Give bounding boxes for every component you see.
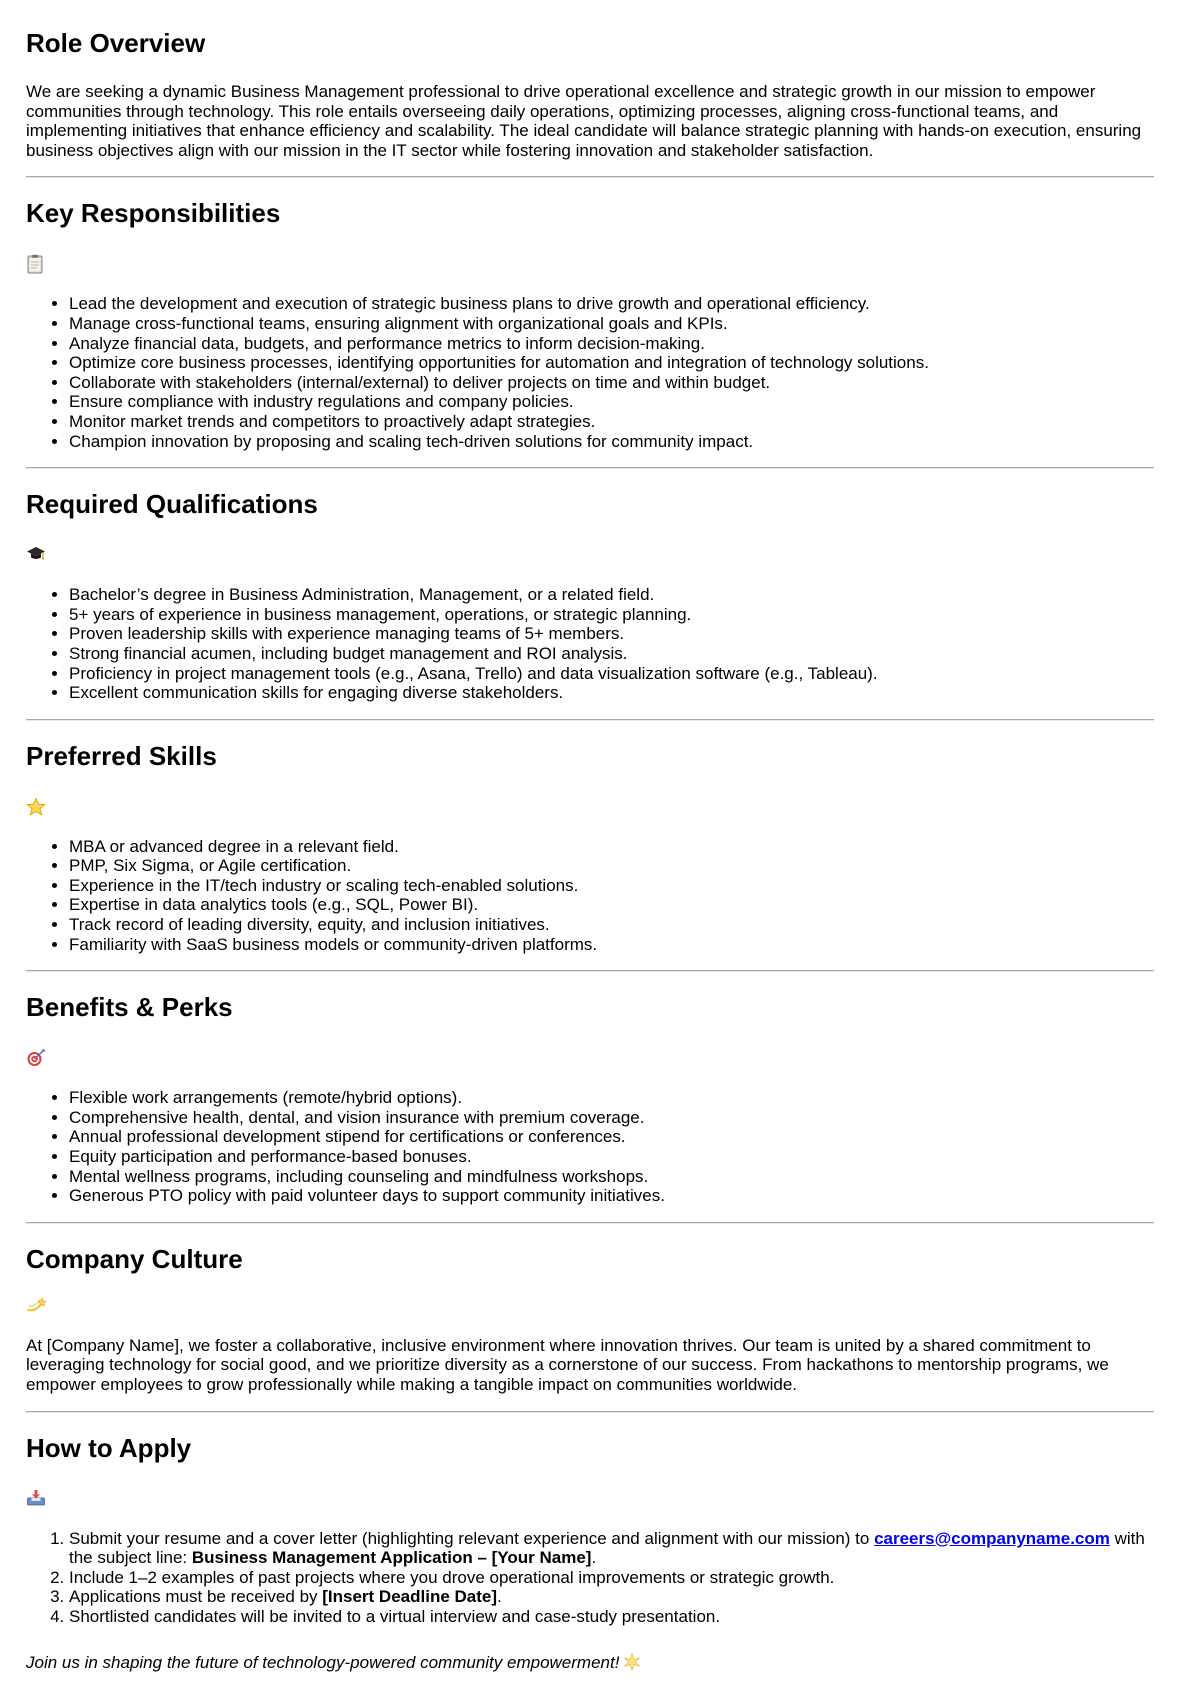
responsibilities-section [26, 194, 1154, 451]
list-item: • Flexible work arrangements (remote/hybrid options). [69, 1088, 1154, 1108]
list-item: • Optimize core business processes, identifying opportunities for automation and integration of technology solutions. [69, 353, 1154, 373]
qualifications-heading: Required Qualifications [26, 489, 318, 520]
list-item: • Ensure compliance with industry regulations and company policies. [69, 392, 1154, 412]
preferred-section [26, 737, 1154, 955]
graduation-cap-icon [26, 545, 46, 565]
sparkle-icon [623, 1653, 641, 1676]
step-text: with the subject line: [69, 1528, 1145, 1568]
preferred-heading: Preferred Skills [26, 740, 217, 771]
step-text: Applications must be received by [69, 1587, 323, 1607]
list-item: • Comprehensive health, dental, and vision insurance with premium coverage. [69, 1108, 1154, 1128]
role-overview-text: We are seeking a dynamic Business Management professional to drive operational excellence and strategic growth in our mission to empower communities through technology. This role entails overseeing daily operations, optimizing processes, aligning cross-functional teams, and implementing initiatives that enhance efficiency and scalability. The ideal candidate will balance strategic planning with hands-on execution, ensuring business objectives align with our mission in the IT sector while fostering innovation and stakeholder satisfaction. [26, 82, 1142, 160]
list-item: • Expertise in data analytics tools (e.g., SQL, Power BI). [69, 895, 1154, 915]
closing-text: Join us in shaping the future of technology-powered community empowerment! [26, 1652, 620, 1672]
benefits-section [26, 988, 1154, 1206]
responsibilities-heading: Key Responsibilities [26, 198, 281, 229]
list-item: • Excellent communication skills for engaging diverse stakeholders. [69, 683, 1154, 703]
list-item: • Analyze financial data, budgets, and performance metrics to inform decision-making. [69, 334, 1154, 354]
step-text: . [497, 1587, 502, 1607]
apply-section [26, 1429, 1154, 1627]
benefits-list [26, 1088, 1154, 1206]
step-text: Submit your resume and a cover letter (highlighting relevant experience and alignment with our mission) to [69, 1528, 875, 1548]
divider [26, 467, 1154, 469]
role-overview-heading: Role Overview [26, 28, 206, 58]
list-item: • 5+ years of experience in business management, operations, or strategic planning. [69, 605, 1154, 625]
list-item: • Proven leadership skills with experience managing teams of 5+ members. [69, 624, 1154, 644]
list-item: • Lead the development and execution of strategic business plans to drive growth and operational efficiency. [69, 294, 1154, 314]
deadline: [Insert Deadline Date] [322, 1587, 498, 1607]
culture-text: At [Company Name], we foster a collaborative, inclusive environment where innovation thrives. Our team is united by a shared commitment to leveraging technology for social good, and we prioritize diversity as a cornerstone of our success. From hackathons to mentorship programs, we empower employees to grow professionally while making a tangible impact on communities worldwide. [26, 1335, 1109, 1394]
subject-line: Business Management Application – [Your Name] [191, 1548, 592, 1568]
email-link[interactable]: careers@companyname.com [874, 1528, 1110, 1548]
list-item: • MBA or advanced degree in a relevant field. [69, 837, 1154, 857]
closing-line [26, 1653, 1154, 1676]
list-item: 2. Include 1–2 examples of past projects where you drove operational improvements or strategic growth. [69, 1568, 1154, 1588]
list-item: • Champion innovation by proposing and scaling tech-driven solutions for community impact. [69, 432, 1154, 452]
responsibilities-list [26, 294, 1154, 451]
culture-heading: Company Culture [26, 1243, 243, 1274]
qualifications-section [26, 485, 1154, 703]
list-item: • PMP, Six Sigma, or Agile certification. [69, 856, 1154, 876]
list-item: • Track record of leading diversity, equity, and inclusion initiatives. [69, 915, 1154, 935]
apply-heading: How to Apply [26, 1432, 192, 1463]
list-item [69, 1529, 1154, 1568]
benefits-heading: Benefits & Perks [26, 992, 233, 1023]
list-item: • Experience in the IT/tech industry or scaling tech-enabled solutions. [69, 876, 1154, 896]
divider [26, 1222, 1154, 1224]
dizzy-star-icon [26, 1296, 46, 1316]
target-icon [26, 1048, 46, 1068]
divider [26, 1411, 1154, 1413]
divider [26, 176, 1154, 178]
list-item: • Annual professional development stipend for certifications or conferences. [69, 1127, 1154, 1147]
apply-steps [26, 1529, 1154, 1627]
list-item [69, 1587, 1154, 1607]
step-text: . [591, 1548, 597, 1568]
list-item: • Mental wellness programs, including counseling and mindfulness workshops. [69, 1167, 1154, 1187]
list-item: • Bachelor’s degree in Business Administration, Management, or a related field. [69, 585, 1154, 605]
list-item: • Collaborate with stakeholders (internal/external) to deliver projects on time and within budget. [69, 373, 1154, 393]
list-item: • Manage cross-functional teams, ensuring alignment with organizational goals and KPIs. [69, 314, 1154, 334]
list-item: • Proficiency in project management tools (e.g., Asana, Trello) and data visualization software (e.g., Tableau). [69, 664, 1154, 684]
inbox-tray-icon [26, 1489, 46, 1509]
clipboard-icon [26, 254, 46, 274]
list-item: • Monitor market trends and competitors to proactively adapt strategies. [69, 412, 1154, 432]
list-item: 4. Shortlisted candidates will be invited to a virtual interview and case-study presentation. [69, 1607, 1154, 1627]
divider [26, 970, 1154, 972]
list-item: • Generous PTO policy with paid volunteer days to support community initiatives. [69, 1186, 1154, 1206]
list-item: • Equity participation and performance-based bonuses. [69, 1147, 1154, 1167]
list-item: • Strong financial acumen, including budget management and ROI analysis. [69, 644, 1154, 664]
culture-section [26, 1240, 1154, 1395]
star-icon [26, 797, 46, 817]
divider [26, 719, 1154, 721]
preferred-list [26, 837, 1154, 955]
role-overview-section [26, 24, 1154, 160]
list-item: • Familiarity with SaaS business models or community-driven platforms. [69, 935, 1154, 955]
qualifications-list [26, 585, 1154, 703]
